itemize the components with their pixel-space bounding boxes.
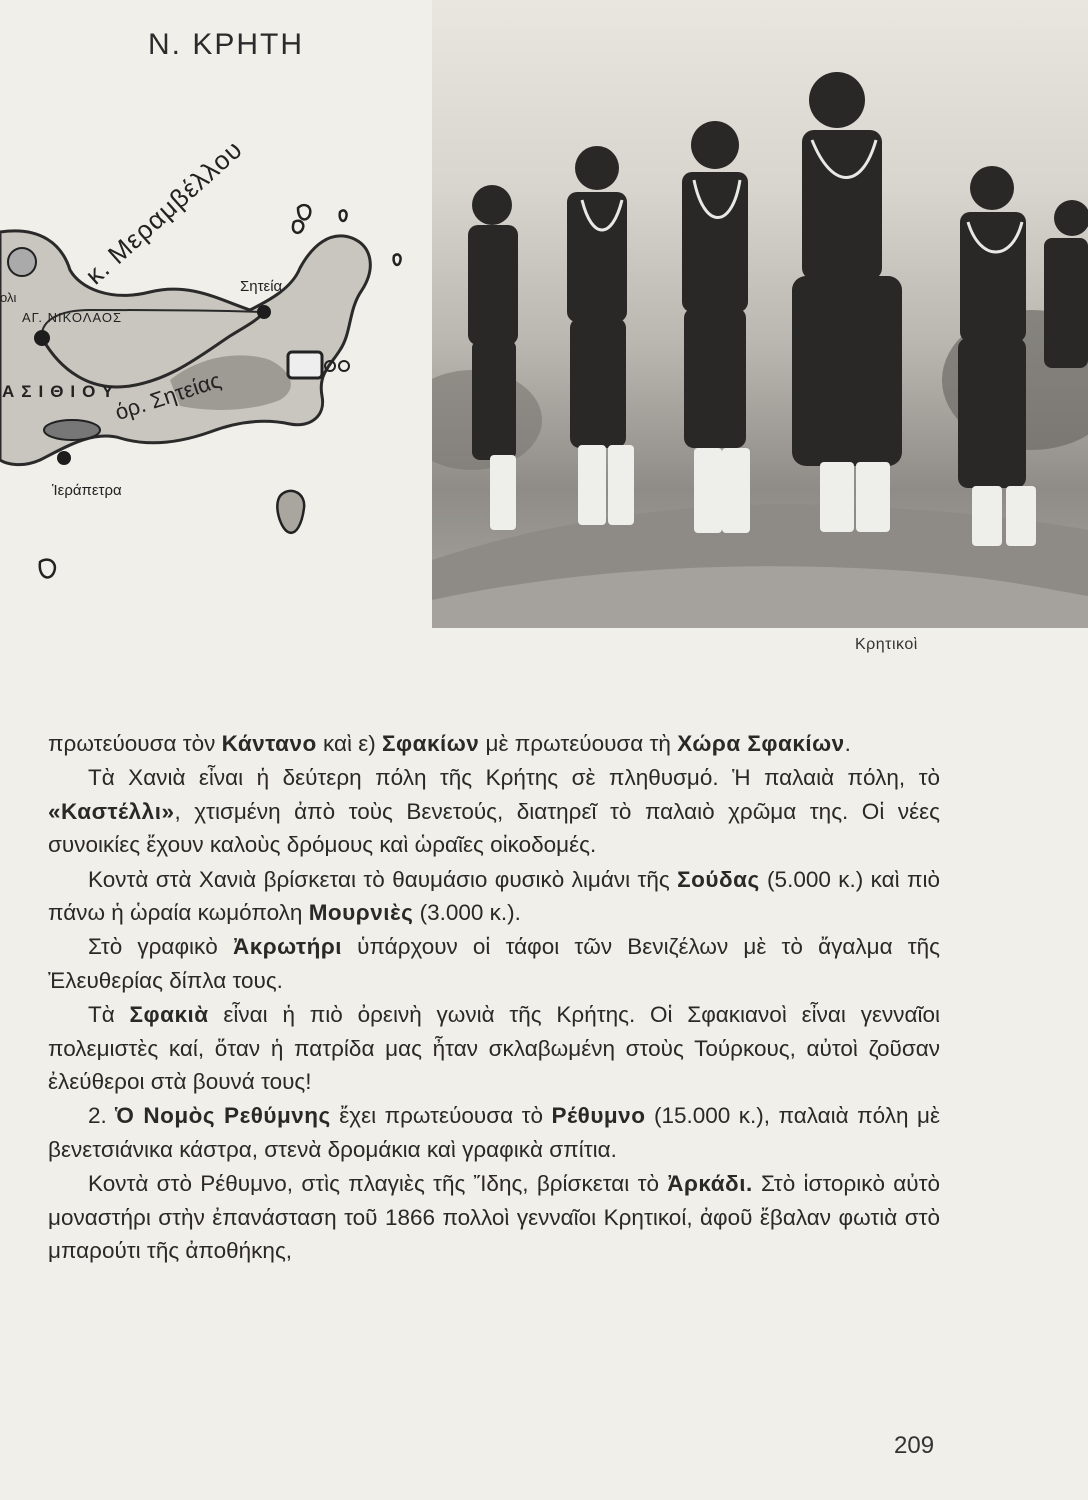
- paragraph-2: Τὰ Χανιὰ εἶναι ἡ δεύτερη πόλη τῆς Κρήτης σὲ πληθυσμό. Ἡ παλαιὰ πόλη, τὸ «Καστέλλι», χτισμένη ἀπὸ τοὺς Βενετούς, διατηρεῖ τὸ παλαιὸ χρῶμα της. Οἱ νέες συνοικίες ἔχουν καλοὺς δρόμους καὶ ὡραῖες οἰκοδομές.: [48, 765, 940, 858]
- body-text: [48, 727, 940, 1268]
- paragraph-6: 2. Ὁ Νομὸς Ρεθύμνης ἔχει πρωτεύουσα τὸ Ρέθυμνο (15.000 κ.), παλαιὰ πόλη μὲ βενετσιάνικα κάστρα, στενὰ δρομάκια καὶ γραφικὰ σπίτια.: [48, 1103, 940, 1162]
- cretans-photo: [432, 0, 1088, 628]
- sitia-dot: [257, 305, 271, 319]
- ierapetra-label: Ἱεράπετρα: [52, 482, 122, 499]
- paragraph-1: πρωτεύουσα τὸν Κάντανο καὶ ε) Σφακίων μὲ πρωτεύουσα τὴ Χώρα Σφακίων.: [48, 731, 851, 756]
- agios-nikolaos-label: ΑΓ. ΝΙΚΟΛΑΟΣ: [22, 310, 123, 325]
- page-number: 209: [894, 1432, 935, 1459]
- islet-sw: [40, 560, 55, 578]
- islet-south: [277, 491, 304, 533]
- islet: [394, 254, 401, 264]
- lasithi-label: ΑΣΙΘΙΟΥ: [2, 382, 121, 401]
- mountains-label: όρ. Σητείας: [111, 367, 224, 426]
- photo-drawing: [432, 0, 1088, 628]
- islet: [298, 205, 310, 219]
- produce-symbol: [44, 420, 100, 440]
- page-heading: Ν. ΚΡΗΤΗ: [148, 28, 305, 61]
- paragraph-5: Τὰ Σφακιὰ εἶναι ἡ πιὸ ὀρεινὴ γωνιὰ τῆς Κρήτης. Οἱ Σφακιανοὶ εἶναι γενναῖοι πολεμιστὲς καί, ὅταν ἡ πατρίδα μας ἦταν σκλαβωμένη στοὺς Τούρκους, αὐτοὶ ζοῦσαν ἐλεύθεροι στὰ βουνά τους!: [48, 1002, 940, 1095]
- gulf-label: κ. Μεραμβέλλου: [79, 133, 249, 291]
- sitia-label: Σητεία: [240, 278, 283, 295]
- paragraph-3: Κοντὰ στὰ Χανιὰ βρίσκεται τὸ θαυμάσιο φυσικὸ λιμάνι τῆς Σούδας (5.000 κ.) καὶ πιὸ πάνω ἡ ὡραία κωμόπολη Μουρνιὲς (3.000 κ.).: [48, 866, 940, 926]
- agios-nikolaos-dot: [34, 330, 50, 346]
- ierapetra-dot: [57, 451, 71, 465]
- bus-symbol: [288, 352, 322, 378]
- islet: [340, 210, 347, 220]
- poli-fragment-label: ολι: [0, 290, 17, 305]
- lasithi-map: [0, 133, 432, 600]
- islet: [293, 221, 303, 233]
- photo-caption: Κρητικοὶ: [855, 636, 918, 653]
- paragraph-7: Κοντὰ στὸ Ρέθυμνο, στὶς πλαγιὲς τῆς Ἴδης, βρίσκεται τὸ Ἀρκάδι. Στὸ ἱστορικὸ αὐτὸ μοναστήρι στὴν ἐπανάσταση τοῦ 1866 πολλοὶ γενναῖοι Κρητικοί, ἀφοῦ ἔβαλαν φωτιὰ στὸ μπαρούτι τῆς ἀποθήκης,: [48, 1171, 940, 1264]
- paragraph-4: Στὸ γραφικὸ Ἀκρωτήρι ὑπάρχουν οἱ τάφοι τῶν Βενιζέλων μὲ τὸ ἄγαλμα τῆς Ἐλευθερίας δίπλα τους.: [48, 934, 940, 993]
